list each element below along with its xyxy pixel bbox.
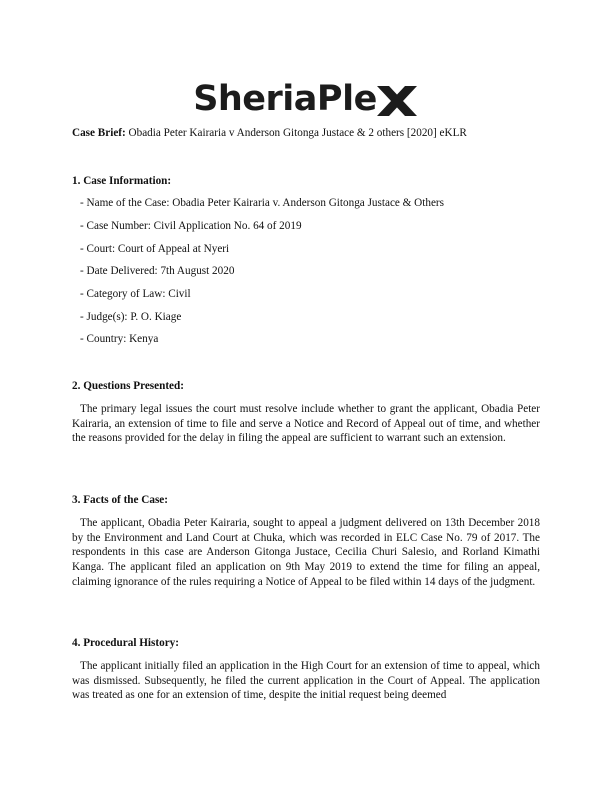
case-brief-label: Case Brief: [72, 127, 126, 139]
info-item-court: - Court: Court of Appeal at Nyeri [80, 243, 230, 255]
facts-paragraph: The applicant, Obadia Peter Kairaria, sought to appeal a judgment delivered on 13th December 2018 by the Environment and Land Court at Chuka, which was recorded in ELC Case No. 79 of 2017. The respondents in this case are Anderson Gitonga Justace, Cecilia Churi Salesio, and Rorland Kimathi Kanga. The applicant filed an application on 9th May 2019 to extend the time for filing an appeal, claiming ignorance of the rules requiring a Notice of Appeal to be filed within 14 days of the judgment. [72, 517, 540, 588]
section-heading-questions: 2. Questions Presented: [72, 380, 184, 392]
section-heading-facts: 3. Facts of the Case: [72, 494, 169, 506]
logo-text: SheriaPle [193, 78, 377, 119]
case-brief-title [72, 127, 542, 139]
x-mark-icon [375, 84, 419, 118]
info-item-date: - Date Delivered: 7th August 2020 [80, 265, 235, 277]
sheriaplex-logo [0, 74, 612, 124]
procedural-history-paragraph: The applicant initially filed an application in the High Court for an extension of time to appeal, which was dismissed. Subsequently, he filed the current application in the Court of Appeal. The application was treated as one for an extension of time, despite the initial request being deemed [72, 660, 540, 702]
info-item-name: - Name of the Case: Obadia Peter Kairaria v. Anderson Gitonga Justace & Others [80, 197, 444, 209]
questions-paragraph: The primary legal issues the court must resolve include whether to grant the applicant, Obadia Peter Kairaria, an extension of time to file and serve a Notice and Record of Appeal out of time, and whether the reasons provided for the delay in filing the appeal are sufficient to warrant such an extension. [72, 403, 540, 445]
info-item-category: - Category of Law: Civil [80, 288, 191, 300]
section-heading-case-information: 1. Case Information: [72, 175, 172, 187]
info-item-case-number: - Case Number: Civil Application No. 64 of 2019 [80, 220, 302, 232]
section-heading-procedural-history: 4. Procedural History: [72, 637, 179, 649]
info-item-country: - Country: Kenya [80, 333, 159, 345]
case-brief-name: Obadia Peter Kairaria v Anderson Gitonga Justace & 2 others [2020] eKLR [128, 127, 467, 139]
info-item-judges: - Judge(s): P. O. Kiage [80, 311, 182, 323]
